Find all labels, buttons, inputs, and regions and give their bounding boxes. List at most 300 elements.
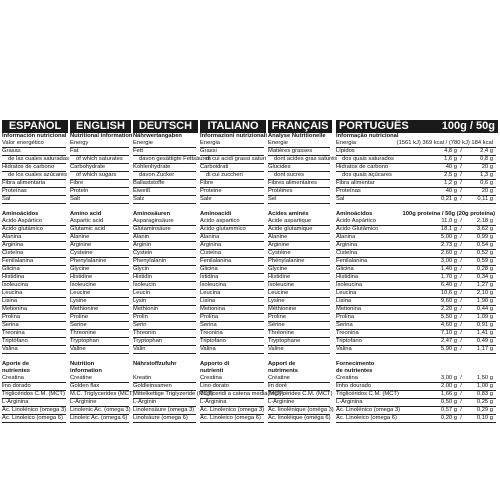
row-label: Isoleucina — [336, 282, 363, 288]
amino-row: Leucine — [268, 290, 330, 298]
amino-row: Glicina — [200, 266, 264, 274]
value-100g: 1,40 g — [440, 266, 457, 272]
value-100g: 1,70 g — [440, 274, 457, 280]
value-50g: 0,11 g — [477, 196, 493, 202]
value-50g: 1,90 g — [476, 298, 493, 304]
contrib-row: Créatine — [268, 375, 330, 383]
row-label: Hidratos de carbono — [336, 164, 389, 170]
value-separator: / — [460, 314, 462, 320]
value-100g: 18,1 g — [440, 226, 457, 232]
row-values — [421, 375, 496, 382]
value-separator: / — [460, 172, 462, 178]
value-100g: 0,57 g — [440, 407, 457, 413]
value-row — [336, 399, 496, 407]
nutrition-row: Fett — [133, 148, 196, 156]
value-row — [336, 266, 496, 274]
row-values — [421, 383, 496, 390]
value-separator: / — [460, 274, 462, 280]
row-values — [421, 196, 496, 203]
value-separator: / — [460, 338, 462, 344]
amino-row: Metionina — [200, 306, 264, 314]
nutrition-title: Información nutricional — [2, 133, 67, 139]
value-separator: / — [460, 383, 462, 389]
amino-row: Lisina — [2, 298, 66, 306]
nutrition-row: Fibre — [70, 180, 129, 188]
value-50g: 0,59 g — [476, 258, 493, 264]
row-label: Metionina — [336, 306, 362, 312]
amino-row: Acide glutamique — [268, 226, 330, 234]
row-values — [421, 391, 496, 398]
value-50g: 0,99 g — [476, 234, 493, 240]
value-row — [336, 383, 496, 391]
nutrition-row: Energy — [70, 140, 129, 148]
value-row — [336, 250, 496, 258]
nutrition-row: Sel — [268, 196, 330, 204]
amino-row: Lysin — [133, 298, 196, 306]
contrib-row: lin doré — [268, 383, 330, 391]
value-100g: 1,6 g — [444, 156, 457, 162]
amino-row: Histidina — [2, 274, 66, 282]
nutrition-row: Fibra alimentaria — [2, 180, 66, 188]
amino-row: Leucine — [70, 290, 129, 298]
nutrition-row: Fat — [70, 148, 129, 156]
amino-row: Isoleucine — [268, 282, 330, 290]
value-50g: 1,00 g — [476, 383, 493, 389]
amino-row: Méthionine — [268, 306, 330, 314]
amino-row: Alanin — [133, 234, 196, 242]
contrib-row: Ac. Linoleico (omega 6) — [200, 415, 264, 423]
contrib-title: Aporte de — [2, 361, 30, 367]
value-row — [336, 140, 496, 148]
amino-row: Asparaginsäure — [133, 218, 196, 226]
row-label: Fenilalanina — [336, 258, 368, 264]
value-separator: / — [460, 282, 462, 288]
value-100g: 2,20 g — [440, 306, 457, 312]
value-separator: / — [460, 180, 462, 186]
row-label: Sal — [336, 196, 345, 202]
amino-row: Arginine — [268, 242, 330, 250]
row-values — [421, 407, 496, 414]
row-values — [421, 290, 496, 297]
language-column-en — [70, 120, 135, 423]
nutrition-row: of which saturates — [70, 156, 129, 164]
column-header — [336, 120, 498, 133]
row-label: Cisteína — [336, 250, 358, 256]
contrib-row: lino dorado — [2, 383, 66, 391]
value-100g: 5,50 g — [440, 314, 457, 320]
amino-row: Valine — [268, 346, 330, 354]
section-gap — [70, 204, 131, 211]
row-label: Fibra alimentar — [336, 180, 375, 186]
contrib-row: Ac. linolénique (oméga 3) — [268, 407, 334, 413]
amino-row: Valina — [200, 346, 264, 354]
nutrition-row: Carbohydrate — [70, 164, 129, 172]
value-separator: / — [460, 188, 462, 194]
amino-row: Valin — [133, 346, 196, 354]
nutrition-row: Energie — [133, 140, 196, 148]
value-50g: 20 g — [481, 188, 493, 194]
section-gap — [2, 204, 68, 211]
value-100g: 5,00 g — [440, 234, 457, 240]
column-header: DEUTSCH — [133, 120, 198, 133]
contrib-row: Trigliceridi a catena media(MCT) — [200, 391, 284, 397]
amino-row: Cysteine — [70, 250, 129, 258]
row-values — [421, 148, 496, 155]
value-50g: 1,09 g — [476, 314, 493, 320]
value-100g: 4,8 g — [444, 148, 457, 154]
amino-row: Istidina — [200, 274, 264, 282]
value-row — [336, 407, 496, 415]
row-label: Glicina — [336, 266, 354, 272]
nutrition-row: Eiweiß — [133, 188, 196, 196]
value-50g: 1,17 g — [476, 346, 493, 352]
row-values — [421, 338, 496, 345]
value-separator: / — [460, 306, 462, 312]
amino-row: Histidine — [268, 274, 330, 282]
value-row — [336, 164, 496, 172]
nutrition-row: Carboidrati — [200, 164, 264, 172]
nutrition-row: davon gesättigte Fettsäuren — [133, 156, 196, 164]
contrib-row: Ac. linoléique (oméga 6) — [268, 415, 331, 421]
column-header-per: 100g / 50g — [441, 120, 495, 132]
amino-title: Aminoacidi — [200, 211, 232, 217]
nutrition-row: dont acides gras saturés — [268, 156, 330, 164]
amino-row: Phénylalanine — [268, 258, 330, 266]
nutrition-row: Hidratos de carbono — [2, 164, 66, 172]
amino-row: Arginina — [2, 242, 66, 250]
value-separator: / — [460, 226, 462, 232]
section-gap — [268, 354, 332, 361]
value-100g: 1,66 g — [440, 391, 457, 397]
nutrition-row: Kohlenhydrate — [133, 164, 196, 172]
row-label: Ac. Linoleico (omega 6) — [336, 415, 397, 421]
section-gap — [133, 204, 198, 211]
value-separator: / — [460, 298, 462, 304]
amino-title: Aminoácidos — [336, 211, 373, 217]
row-label: Histidina — [336, 274, 359, 280]
nutrition-row: of which sugars — [70, 172, 129, 180]
nutrition-row: Fibre — [200, 180, 264, 188]
value-50g: 0,6 g — [480, 180, 493, 186]
value-separator: / — [460, 290, 462, 296]
row-values — [421, 250, 496, 257]
language-column-fr — [268, 120, 338, 423]
row-values — [421, 306, 496, 313]
amino-row: Ácido glutámico — [2, 226, 66, 234]
row-label: Alanina — [336, 234, 356, 240]
contrib-row: Linoleic Ac. (omega 6) — [70, 415, 128, 421]
row-label: Triptofano — [336, 338, 362, 344]
amino-row: Arginine — [70, 242, 129, 250]
contrib-title: nutrienti — [200, 368, 224, 374]
amino-row: Glycine — [70, 266, 129, 274]
column-header: ITALIANO — [200, 120, 266, 133]
amino-row: Acido glutammico — [200, 226, 264, 234]
row-values — [421, 322, 496, 329]
value-100g: 2,73 g — [440, 242, 457, 248]
row-label: dos quais saturados — [342, 156, 394, 162]
value-separator: / — [460, 399, 462, 405]
nutrition-row: Fibres alimentaires — [268, 180, 330, 188]
value-separator: / — [460, 266, 462, 272]
section-gap — [200, 204, 266, 211]
amino-row: Lysine — [268, 298, 330, 306]
amino-row: Thréonine — [268, 330, 330, 338]
value-separator: / — [460, 375, 462, 381]
value-50g: 2,4 g — [480, 148, 493, 154]
amino-row: Histidin — [133, 274, 196, 282]
row-label: linho dourado — [336, 383, 372, 389]
contrib-row: Ac. Linoleico (omega 6) — [2, 415, 66, 423]
section-gap — [200, 354, 266, 361]
value-row — [336, 274, 496, 282]
value-row — [336, 188, 496, 196]
language-column-es — [2, 120, 68, 423]
contrib-row: L-Arginin — [133, 399, 196, 407]
amino-row: Isoleucin — [133, 282, 196, 290]
value-50g: 0,29 g — [476, 407, 493, 413]
amino-row: Proline — [70, 314, 129, 322]
amino-row: Tryptophane — [268, 338, 330, 346]
amino-title-row — [336, 211, 498, 218]
nutrition-row: Energie — [268, 140, 330, 148]
value-100g: 10,6 g — [440, 290, 457, 296]
value-row — [336, 234, 496, 242]
row-values — [421, 274, 496, 281]
value-100g: 0,20 g — [440, 415, 457, 421]
value-separator: / — [460, 218, 462, 224]
row-label: Lípidos — [336, 148, 355, 154]
value-100g: 0,50 g — [440, 399, 457, 405]
amino-row: Cisteina — [200, 250, 264, 258]
amino-row: Sérine — [268, 322, 330, 330]
value-row — [336, 196, 496, 204]
amino-row: Tryptophan — [133, 338, 196, 346]
amino-row: Treonina — [200, 330, 264, 338]
row-label: Arginina — [336, 242, 358, 248]
amino-row: Alanine — [70, 234, 129, 242]
amino-row: Tryptophan — [70, 338, 129, 346]
row-values — [421, 218, 496, 225]
contrib-row: Creatine — [70, 375, 129, 383]
value-50g: 3,62 g — [476, 226, 493, 232]
amino-row: Glycine — [268, 266, 330, 274]
amino-title: Acides aminés — [268, 211, 309, 217]
value-separator: / — [460, 234, 462, 240]
row-values — [421, 330, 496, 337]
row-values — [421, 314, 496, 321]
amino-row: Leucin — [133, 290, 196, 298]
value-50g: 0,83 g — [476, 391, 493, 397]
contrib-row: Mittelkettige Triglyzeride (MCT) — [133, 391, 214, 397]
row-label: Ácido Aspártico — [336, 218, 376, 224]
row-label: Triglicéridos C.M. (MCT) — [336, 391, 399, 397]
value-separator: / — [460, 250, 462, 256]
amino-row: Arginina — [200, 242, 264, 250]
amino-row: Glutamic acid — [70, 226, 129, 234]
contrib-title: nutrientes — [2, 368, 31, 374]
contrib-row: Linolenic Ac. (omega 3) — [70, 407, 131, 413]
value-separator: / — [460, 148, 462, 154]
value-row — [336, 290, 496, 298]
amino-per: 100g proteína / 50g (20g proteína) — [402, 211, 495, 217]
column-header: ENGLISH — [70, 120, 131, 133]
value-50g: 0,44 g — [476, 306, 493, 312]
amino-row: Threonine — [70, 330, 129, 338]
amino-row: Glutaminsäure — [133, 226, 196, 234]
value-100g: 0,21 g — [440, 196, 457, 202]
nutrition-row: Matières grasses — [268, 148, 330, 156]
amino-row: Methionine — [70, 306, 129, 314]
value-100g: 3,00 g — [440, 258, 457, 264]
value-50g: 0,10 g — [476, 415, 493, 421]
amino-row: Cystein — [133, 250, 196, 258]
value-separator: / — [460, 346, 462, 352]
amino-row: Serin — [133, 322, 196, 330]
value-50g: 20 g — [481, 164, 493, 170]
amino-row: Histidine — [70, 274, 129, 282]
value-row — [336, 314, 496, 322]
value-50g: 1,3 g — [480, 172, 493, 178]
nutrition-row: Sale — [200, 196, 264, 204]
value-50g: 0,52 g — [476, 250, 493, 256]
value-100g: 2,00 g — [440, 383, 457, 389]
value-separator: / — [460, 196, 462, 202]
nutrition-row: Sal — [2, 196, 66, 204]
row-label: Creatina — [336, 375, 358, 381]
row-values — [421, 188, 496, 195]
amino-row: Valine — [70, 346, 129, 354]
value-50g: 0,54 g — [476, 242, 493, 248]
row-label: Proteínas — [336, 188, 361, 194]
contrib-row: Linolensäure (omega 3) — [133, 407, 195, 413]
row-values — [421, 415, 496, 422]
contrib-row: Kreatin — [133, 375, 196, 383]
nutrition-row: de los cuales azúcares — [2, 172, 66, 180]
nutrition-row: Salt — [70, 196, 129, 204]
row-label: Prolina — [336, 314, 355, 320]
amino-row: Cisteína — [2, 250, 66, 258]
amino-row: Glicina — [2, 266, 66, 274]
nutrition-row: de las cuales saturadas — [2, 156, 66, 164]
section-gap — [336, 204, 498, 211]
contrib-row: L-Arginine — [268, 399, 330, 407]
nutrition-row: Ballaststoffe — [133, 180, 196, 188]
value-separator: / — [460, 258, 462, 264]
nutrition-row: Energia — [200, 140, 264, 148]
value-row — [336, 226, 496, 234]
row-label: L-Arginina — [336, 399, 363, 405]
value-100g: 7,10 g — [440, 330, 457, 336]
value-row — [336, 346, 496, 354]
amino-row: Isoleucina — [200, 282, 264, 290]
nutrition-row: Salz — [133, 196, 196, 204]
contrib-title: information — [70, 368, 102, 374]
amino-row: Threonin — [133, 330, 196, 338]
value-50g: 0,91 g — [476, 322, 493, 328]
section-gap — [133, 354, 198, 361]
amino-row: Treonina — [2, 330, 66, 338]
contrib-row: Creatina — [200, 375, 264, 383]
contrib-row: L-Arginine — [70, 399, 129, 407]
row-values — [421, 242, 496, 249]
row-label: Leucina — [336, 290, 357, 296]
amino-row: Acide aspartique — [268, 218, 330, 226]
column-header: FRANÇAIS — [268, 120, 332, 133]
value-row — [336, 330, 496, 338]
amino-row: Metionina — [2, 306, 66, 314]
value-100g: 2,47 g — [440, 338, 457, 344]
value-row — [336, 415, 496, 423]
amino-title: Amino acid — [70, 211, 102, 217]
nutrition-title: Informação nutricional — [336, 133, 399, 139]
value-50g: 2,18 g — [476, 218, 493, 224]
amino-row: Phenylalanin — [133, 258, 196, 266]
nutrition-row: Proteínas — [2, 188, 66, 196]
amino-row: Lysine — [70, 298, 129, 306]
row-label: dos quais açúcares — [342, 172, 392, 178]
row-values — [421, 156, 496, 163]
value-separator: / — [460, 391, 462, 397]
amino-row: Serina — [200, 322, 264, 330]
value-50g: 0,28 g — [476, 266, 493, 272]
value-row — [336, 156, 496, 164]
value-row — [336, 180, 496, 188]
row-label: Treonina — [336, 330, 359, 336]
value-separator: / — [460, 407, 462, 413]
row-values — [421, 298, 496, 305]
row-label: Ac. Linolénico (omega 3) — [336, 407, 401, 413]
value-row — [336, 306, 496, 314]
value-row — [336, 218, 496, 226]
amino-title: Aminoácidos — [2, 211, 39, 217]
value-row — [336, 391, 496, 399]
row-values — [421, 399, 496, 406]
value-50g: 0,8 g — [480, 156, 493, 162]
row-values — [421, 226, 496, 233]
contrib-row: Ac. Linolenico (omega 3) — [200, 407, 265, 413]
amino-row: Leucina — [2, 290, 66, 298]
value-row — [336, 242, 496, 250]
row-values — [421, 346, 496, 353]
contrib-row: Goldleinsamen — [133, 383, 196, 391]
amino-row: Prolina — [200, 314, 264, 322]
value-50g: 0,25 g — [476, 399, 493, 405]
contrib-row: Linolsäure (omega 6) — [133, 415, 196, 423]
amino-row: Alanina — [200, 234, 264, 242]
amino-row: Lisina — [200, 298, 264, 306]
contrib-title — [133, 368, 198, 375]
amino-row: Fenilalanina — [2, 258, 66, 266]
amino-title: Aminosäuren — [133, 211, 171, 217]
value-50g: 1,50 g — [476, 375, 493, 381]
contrib-title: Nutrition — [70, 361, 95, 367]
value-100g: 3,00 g — [440, 375, 457, 381]
value-row — [336, 338, 496, 346]
row-label: Lisina — [336, 298, 352, 304]
contrib-row: L-Arginina — [200, 399, 264, 407]
contrib-title: nutriments — [268, 368, 298, 374]
value-row — [336, 172, 496, 180]
section-gap — [2, 354, 68, 361]
value-row — [336, 258, 496, 266]
amino-row: Isoleucina — [2, 282, 66, 290]
value-100g: 1,2 g — [444, 180, 457, 186]
contrib-title: Apport de — [268, 361, 296, 367]
value-row — [336, 148, 496, 156]
value-separator: / — [460, 322, 462, 328]
amino-row: Acido aspartico — [200, 218, 264, 226]
